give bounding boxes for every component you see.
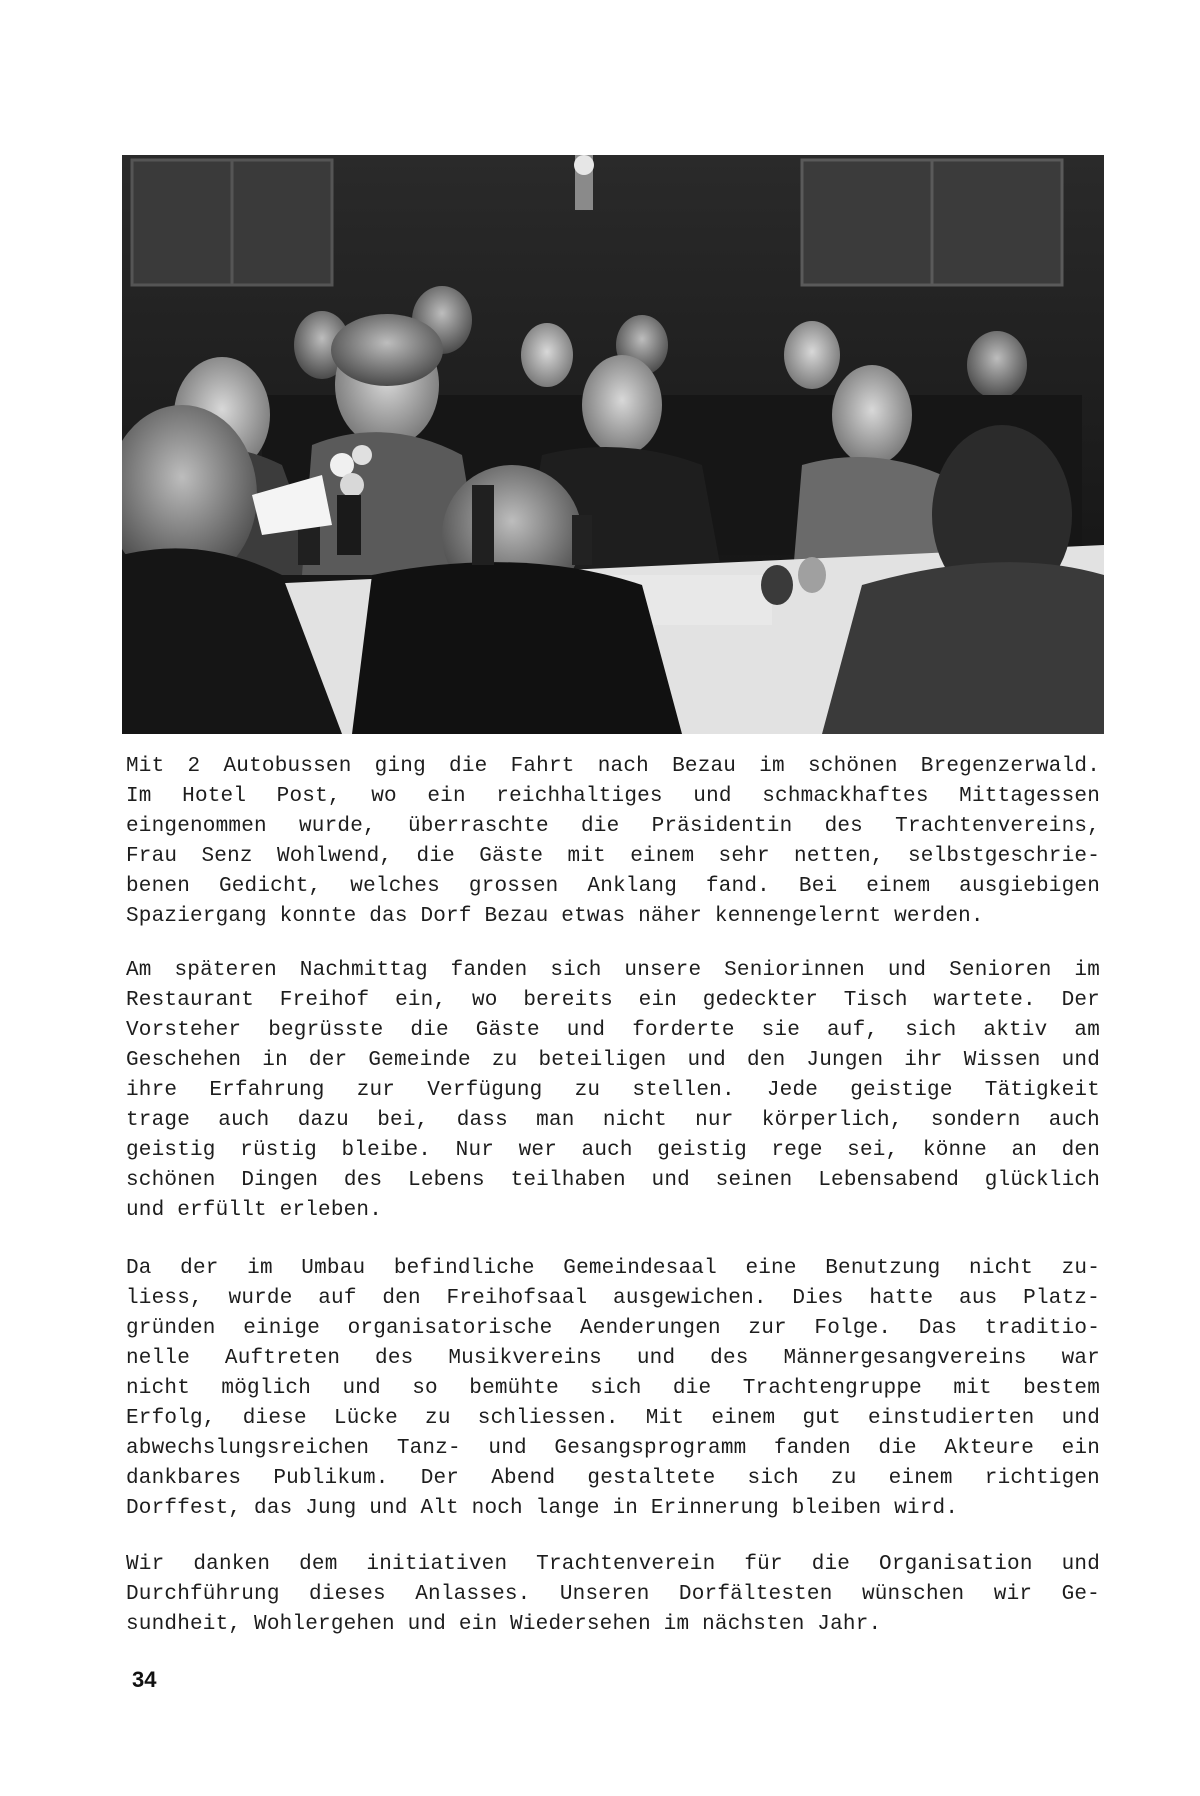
text-line: nelle Auftreten des Musikvereins und des Männergesangvereins war <box>126 1347 1100 1370</box>
text-line: Dorffest, das Jung und Alt noch lange in Erinnerung bleiben wird. <box>126 1497 959 1520</box>
paragraph-2 <box>126 956 1100 1226</box>
page-number: 34 <box>132 1667 157 1692</box>
paragraph-3 <box>126 1254 1100 1524</box>
text-line: gründen einige organisatorische Aenderungen zur Folge. Das traditio- <box>126 1317 1100 1340</box>
text-line: Am späteren Nachmittag fanden sich unsere Seniorinnen und Senioren im <box>126 959 1100 982</box>
text-line: Im Hotel Post, wo ein reichhaltiges und schmackhaftes Mittagessen <box>126 785 1100 808</box>
text-line: benen Gedicht, welches grossen Anklang fand. Bei einem ausgiebigen <box>126 875 1100 898</box>
text-line: schönen Dingen des Lebens teilhaben und seinen Lebensabend glücklich <box>126 1169 1100 1192</box>
text-line: dankbares Publikum. Der Abend gestaltete sich zu einem richtigen <box>126 1467 1100 1490</box>
text-line: Erfolg, diese Lücke zu schliessen. Mit einem gut einstudierten und <box>126 1407 1100 1430</box>
text-line: Durchführung dieses Anlasses. Unseren Dorfältesten wünschen wir Ge- <box>126 1583 1100 1606</box>
text-line: Frau Senz Wohlwend, die Gäste mit einem sehr netten, selbstgeschrie- <box>126 845 1100 868</box>
text-line: Spaziergang konnte das Dorf Bezau etwas näher kennengelernt werden. <box>126 905 984 928</box>
text-line: abwechslungsreichen Tanz- und Gesangsprogramm fanden die Akteure ein <box>126 1437 1100 1460</box>
text-line: Mit 2 Autobussen ging die Fahrt nach Bezau im schönen Bregenzerwald. <box>126 755 1100 778</box>
text-line: Restaurant Freihof ein, wo bereits ein gedeckter Tisch wartete. Der <box>126 989 1100 1012</box>
event-photo <box>122 155 1104 734</box>
text-line: Vorsteher begrüsste die Gäste und forderte sie auf, sich aktiv am <box>126 1019 1100 1042</box>
paragraph-4 <box>126 1550 1100 1640</box>
photo-illustration <box>122 155 1104 734</box>
text-line: nicht möglich und so bemühte sich die Trachtengruppe mit bestem <box>126 1377 1100 1400</box>
text-line: und erfüllt erleben. <box>126 1199 383 1222</box>
text-line: liess, wurde auf den Freihofsaal ausgewichen. Dies hatte aus Platz- <box>126 1287 1100 1310</box>
text-line: ihre Erfahrung zur Verfügung zu stellen. Jede geistige Tätigkeit <box>126 1079 1100 1102</box>
text-line: Wir danken dem initiativen Trachtenverein für die Organisation und <box>126 1553 1100 1576</box>
text-line: eingenommen wurde, überraschte die Präsidentin des Trachtenvereins, <box>126 815 1100 838</box>
text-line: Da der im Umbau befindliche Gemeindesaal eine Benutzung nicht zu- <box>126 1257 1100 1280</box>
text-line: sundheit, Wohlergehen und ein Wiedersehen im nächsten Jahr. <box>126 1613 882 1636</box>
paragraph-1 <box>126 752 1100 932</box>
text-line: trage auch dazu bei, dass man nicht nur körperlich, sondern auch <box>126 1109 1100 1132</box>
text-line: geistig rüstig bleibe. Nur wer auch geistig rege sei, könne an den <box>126 1139 1100 1162</box>
text-line: Geschehen in der Gemeinde zu beteiligen und den Jungen ihr Wissen und <box>126 1049 1100 1072</box>
